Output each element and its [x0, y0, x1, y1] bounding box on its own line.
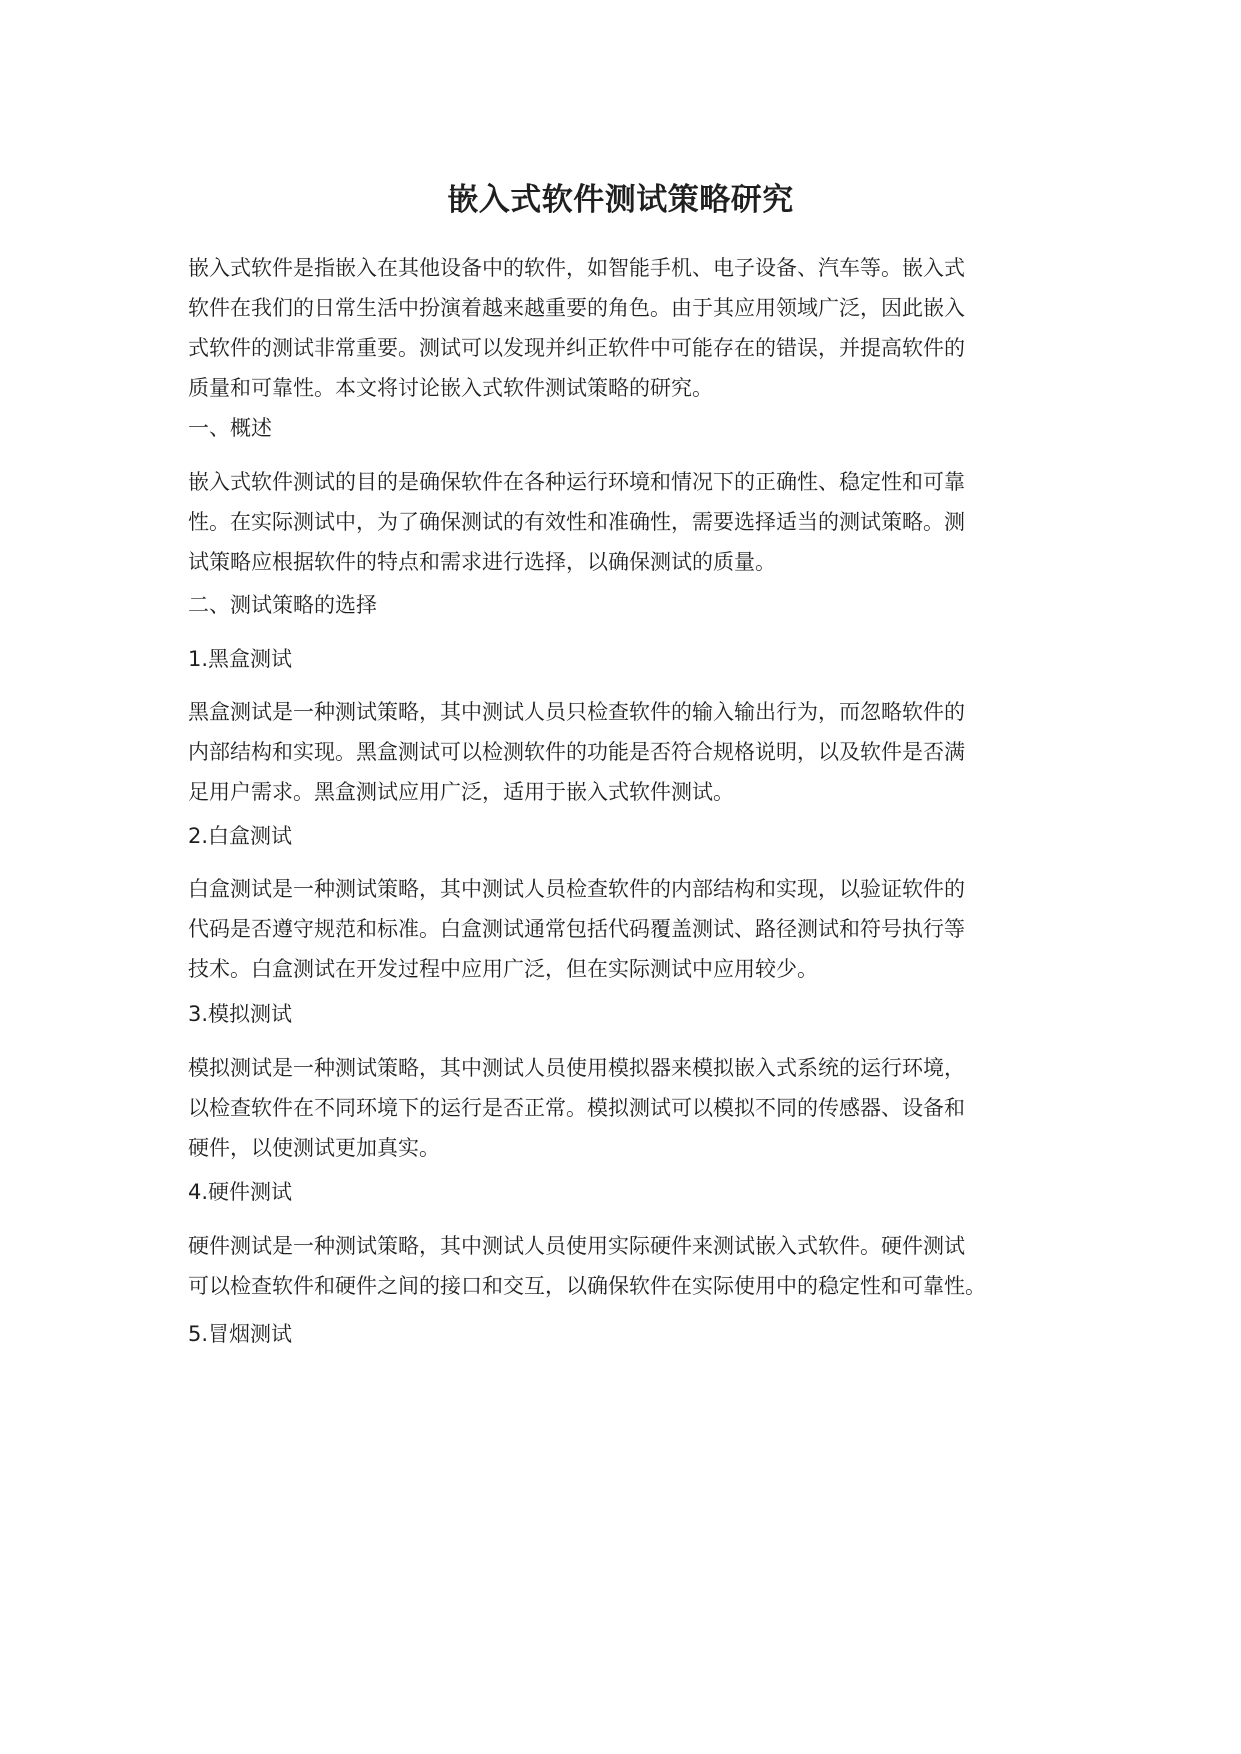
text-line: 硬件测试是一种测试策略，其中测试人员使用实际硬件来测试嵌入式软件。硬件测试: [188, 1234, 965, 1258]
subheading-simulation: 3.模拟测试: [188, 1002, 293, 1026]
intro-paragraph: [188, 248, 1068, 408]
text-line: 技术。白盒测试在开发过程中应用广泛，但在实际测试中应用较少。: [188, 957, 818, 981]
text-line: 试策略应根据软件的特点和需求进行选择，以确保测试的质量。: [188, 550, 776, 574]
simulation-paragraph: [188, 1048, 1068, 1168]
text-line: 质量和可靠性。本文将讨论嵌入式软件测试策略的研究。: [188, 376, 713, 400]
text-line: 以检查软件在不同环境下的运行是否正常。模拟测试可以模拟不同的传感器、设备和: [188, 1096, 965, 1120]
text-line: 可以检查软件和硬件之间的接口和交互，以确保软件在实际使用中的稳定性和可靠性。: [188, 1274, 986, 1298]
blackbox-paragraph: [188, 692, 1068, 812]
document-title: 嵌入式软件测试策略研究: [447, 182, 794, 218]
whitebox-paragraph: [188, 869, 1068, 989]
text-line: 黑盒测试是一种测试策略，其中测试人员只检查软件的输入输出行为，而忽略软件的: [188, 700, 965, 724]
subheading-blackbox: 1.黑盒测试: [188, 647, 293, 671]
text-line: 足用户需求。黑盒测试应用广泛，适用于嵌入式软件测试。: [188, 780, 734, 804]
text-line: 硬件，以使测试更加真实。: [188, 1136, 440, 1160]
text-line: 式软件的测试非常重要。测试可以发现并纠正软件中可能存在的错误，并提高软件的: [188, 336, 965, 360]
hardware-paragraph: [188, 1226, 1068, 1306]
text-line: 软件在我们的日常生活中扮演着越来越重要的角色。由于其应用领域广泛，因此嵌入: [188, 296, 965, 320]
section-heading-strategy: 二、测试策略的选择: [188, 593, 377, 617]
subheading-hardware: 4.硬件测试: [188, 1180, 293, 1204]
subheading-whitebox: 2.白盒测试: [188, 824, 293, 848]
text-line: 嵌入式软件测试的目的是确保软件在各种运行环境和情况下的正确性、稳定性和可靠: [188, 470, 965, 494]
text-line: 模拟测试是一种测试策略，其中测试人员使用模拟器来模拟嵌入式系统的运行环境，: [188, 1056, 965, 1080]
subheading-smoke: 5.冒烟测试: [188, 1322, 293, 1346]
text-line: 代码是否遵守规范和标准。白盒测试通常包括代码覆盖测试、路径测试和符号执行等: [188, 917, 965, 941]
text-line: 白盒测试是一种测试策略，其中测试人员检查软件的内部结构和实现，以验证软件的: [188, 877, 965, 901]
text-line: 内部结构和实现。黑盒测试可以检测软件的功能是否符合规格说明，以及软件是否满: [188, 740, 965, 764]
text-line: 性。在实际测试中，为了确保测试的有效性和准确性，需要选择适当的测试策略。测: [188, 510, 965, 534]
section-heading-overview: 一、概述: [188, 416, 272, 440]
text-line: 嵌入式软件是指嵌入在其他设备中的软件，如智能手机、电子设备、汽车等。嵌入式: [188, 256, 965, 280]
overview-paragraph: [188, 462, 1068, 582]
